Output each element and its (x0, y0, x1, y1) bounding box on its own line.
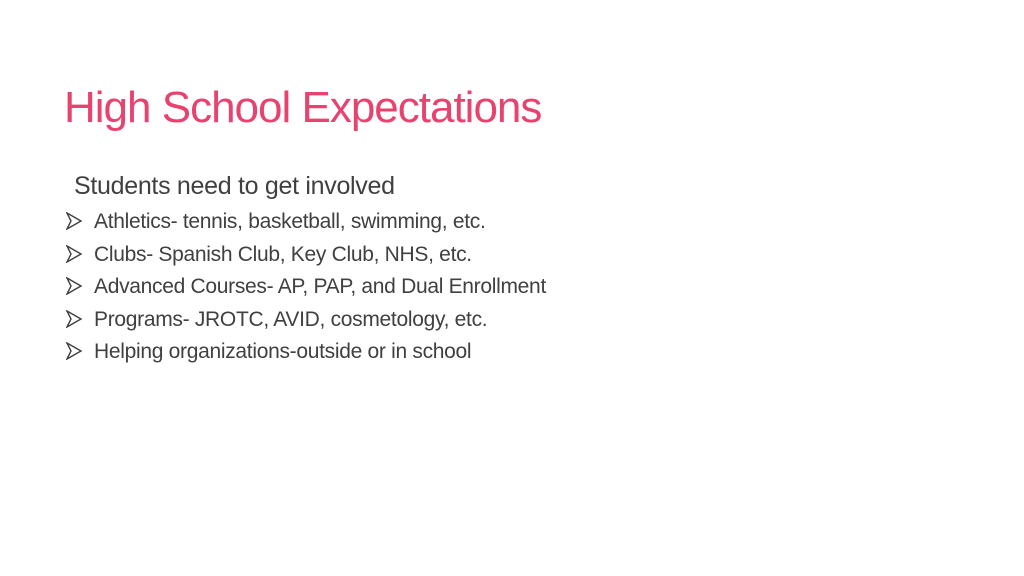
arrow-bullet-icon (66, 245, 94, 265)
arrow-bullet-icon (66, 277, 94, 297)
arrow-bullet-icon (66, 342, 94, 362)
arrow-bullet-icon (66, 310, 94, 330)
slide-title: High School Expectations (64, 83, 542, 132)
bullet-text: Athletics- tennis, basketball, swimming, etc. (94, 210, 486, 234)
bullet-text: Programs- JROTC, AVID, cosmetology, etc. (94, 307, 488, 331)
list-item (66, 239, 546, 272)
bullet-text: Advanced Courses- AP, PAP, and Dual Enrollment (94, 275, 546, 299)
list-item (66, 271, 546, 304)
list-item (66, 206, 546, 239)
bullet-text: Clubs- Spanish Club, Key Club, NHS, etc. (94, 242, 472, 266)
intro-text: Students need to get involved (74, 172, 395, 200)
list-item (66, 336, 546, 369)
list-item (66, 304, 546, 337)
bullet-text: Helping organizations-outside or in school (94, 340, 472, 364)
bullet-list (66, 206, 546, 369)
arrow-bullet-icon (66, 212, 94, 232)
